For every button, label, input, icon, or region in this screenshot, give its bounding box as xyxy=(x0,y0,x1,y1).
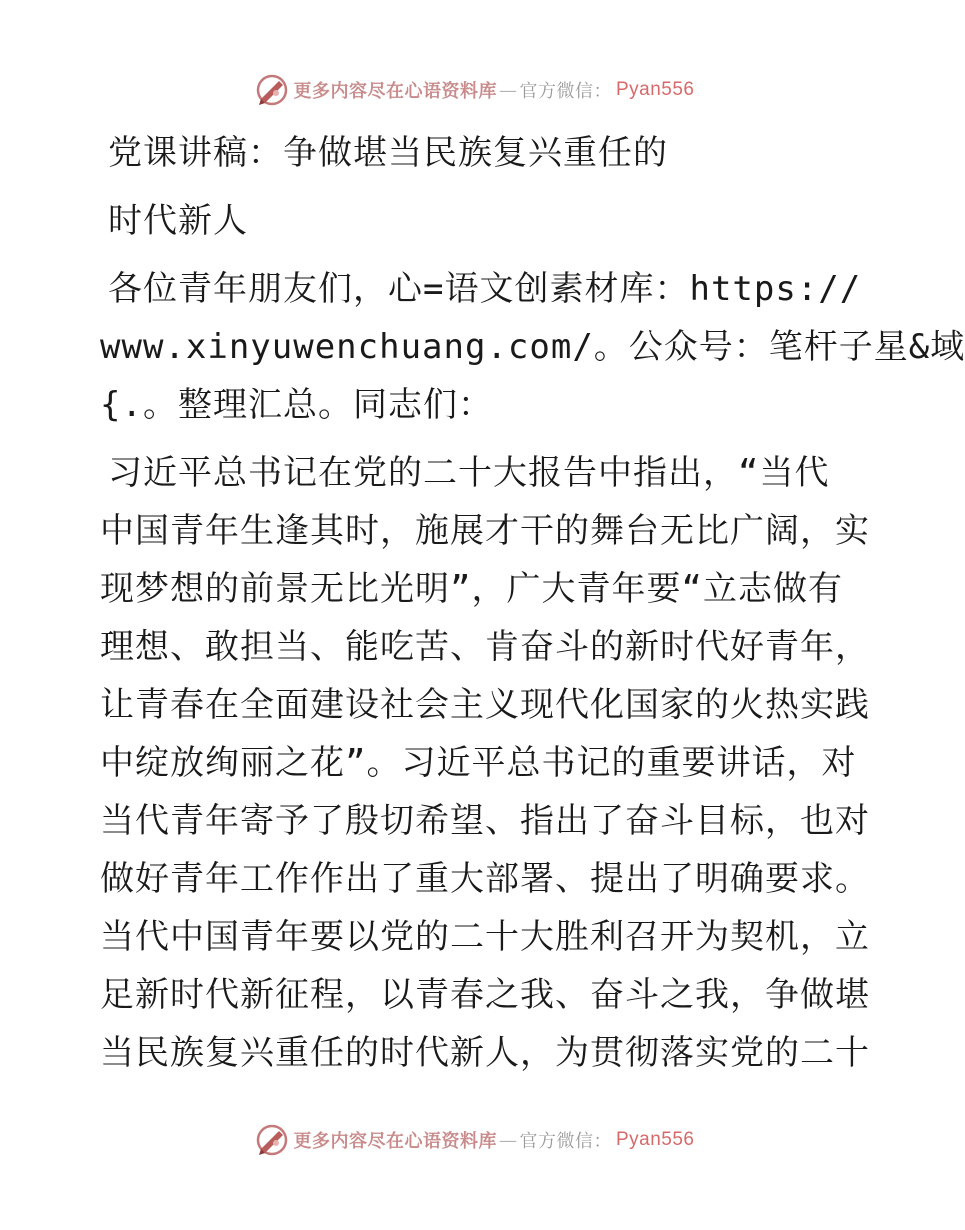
watermark-main-text: 更多内容尽在心语资料库 xyxy=(293,81,497,102)
pen-logo-icon xyxy=(255,73,289,107)
body-line: 当民族复兴重任的时代新人，为贯彻落实党的二十 xyxy=(100,1033,870,1073)
body-line: 让青春在全面建设社会主义现代化国家的火热实践 xyxy=(100,685,870,725)
body-line: 理想、敢担当、能吃苦、肯奋斗的新时代好青年， xyxy=(100,627,870,667)
pen-logo-icon xyxy=(255,1123,289,1157)
watermark-dash: — xyxy=(498,1129,518,1151)
intro-line: {.。整理汇总。同志们： xyxy=(100,385,493,425)
watermark-wechat-id: Pyan556 xyxy=(615,1129,695,1150)
intro-line: 各位青年朋友们，心=语文创素材库：https:// xyxy=(108,269,862,309)
watermark-main-text: 更多内容尽在心语资料库 xyxy=(293,1131,497,1152)
body-line: 现梦想的前景无比光明”，广大青年要“立志做有 xyxy=(100,569,843,609)
intro-line: www.xinyuwenchuang.com/。公众号：笔杆子星&域 xyxy=(100,327,965,367)
body-line: 做好青年工作作出了重大部署、提出了明确要求。 xyxy=(100,859,870,899)
watermark-wechat-label: 官方微信： xyxy=(519,81,612,102)
body-line: 中国青年生逢其时，施展才干的舞台无比广阔，实 xyxy=(100,511,870,551)
watermark-dash: — xyxy=(498,79,518,101)
body-line: 足新时代新征程，以青春之我、奋斗之我，争做堪 xyxy=(100,975,870,1015)
watermark-wechat-id: Pyan556 xyxy=(615,79,695,100)
body-line: 中绽放绚丽之花”。习近平总书记的重要讲话，对 xyxy=(100,743,857,783)
document-title-line-2: 时代新人 xyxy=(108,201,248,241)
body-line: 当代青年寄予了殷切希望、指出了奋斗目标，也对 xyxy=(100,801,870,841)
watermark-footer xyxy=(0,1120,950,1160)
watermark-header xyxy=(0,70,950,110)
body-line: 当代中国青年要以党的二十大胜利召开为契机，立 xyxy=(100,917,870,957)
document-title-line-1: 党课讲稿：争做堪当民族复兴重任的 xyxy=(108,133,668,173)
watermark-wechat-label: 官方微信： xyxy=(519,1131,612,1152)
body-line: 习近平总书记在党的二十大报告中指出，“当代 xyxy=(108,453,830,493)
document-content xyxy=(100,124,965,1082)
